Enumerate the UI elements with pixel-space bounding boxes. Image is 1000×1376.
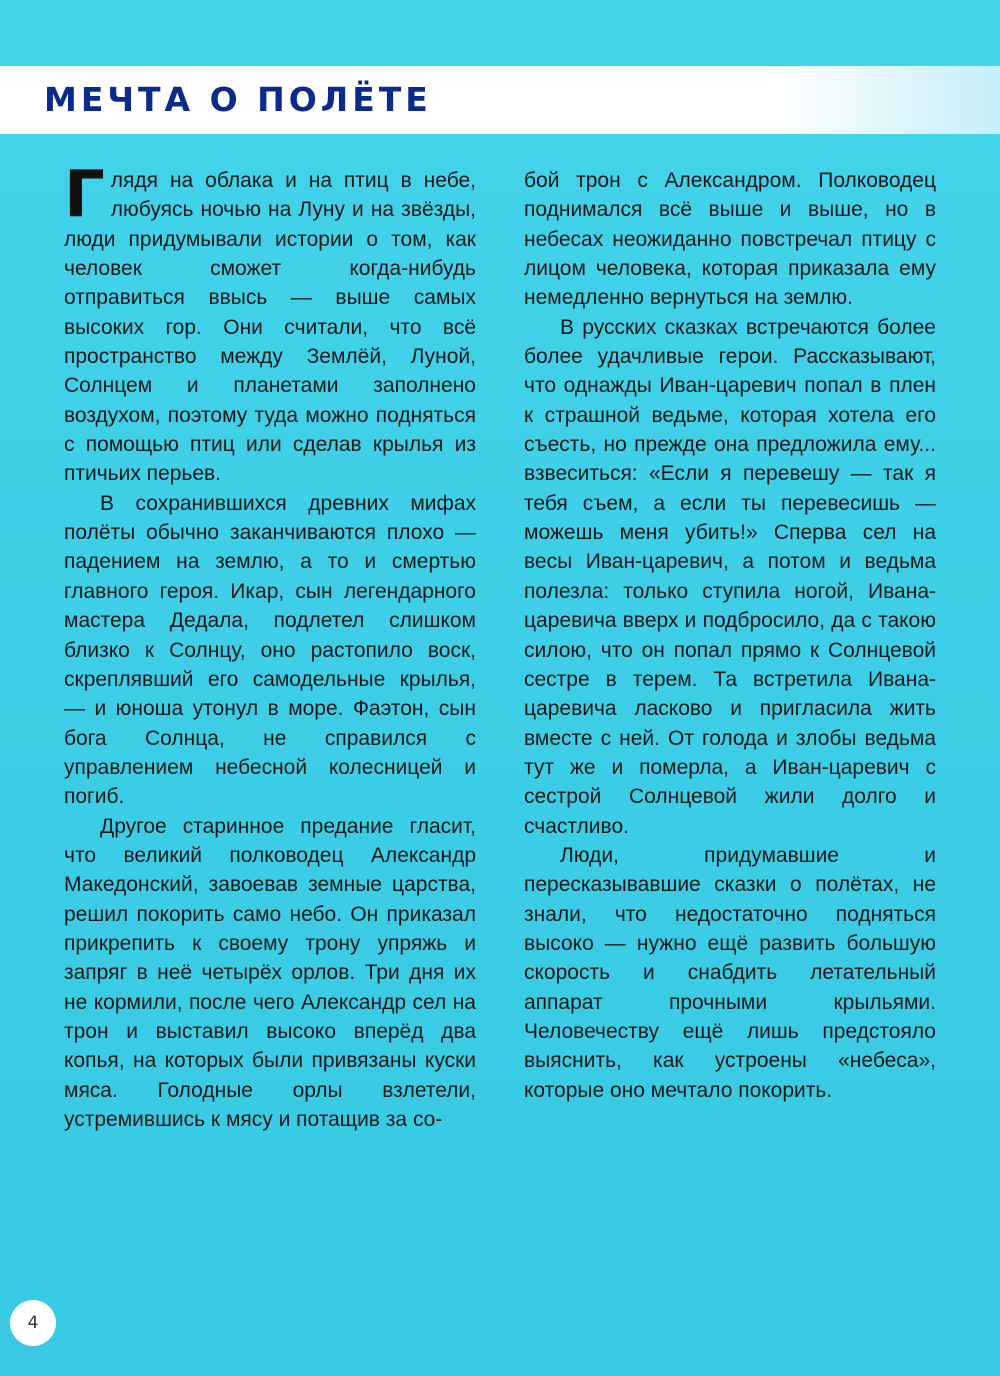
fairy-tale-paragraph: В русских сказках встречаются более более удачливые герои. Рассказывают, что однажды Иван-царевич попал в плен к страшной ведьме, которая хотела его съесть, но прежде она предложила ему... взвеситься: «Если я перевешу — так я тебя съем, а если ты перевесишь — можешь меня убить!» Сперва сел на весы Иван-царевич, а потом и ведьма полезла: только ступила ногой, Ивана-царевича вверх и подбросило, да с такою силою, что он попал прямо к Солнцевой сестре в терем. Та встретила Ивана-царевича ласково и пригласила жить вместе с ней. От голода и злобы ведьма тут же и померла, а Иван-царевич с сестрой Солнцевой жили долго и счастливо. — [524, 315, 936, 838]
intro-paragraph-text: лядя на облака и на птиц в небе, любуясь ночью на Луну и на звёзды, люди придумывали истории о том, как человек сможет когда-нибудь отправиться ввысь — выше самых высоких гор. Они считали, что всё пространство между Землёй, Луной, Солнцем и планетами заполнено воздухом, поэтому туда можно подняться с помощью птиц или сделав крылья из птичьих перьев. — [64, 169, 476, 486]
right-column — [524, 166, 936, 1105]
page-title: МЕЧТА О ПОЛЁТЕ — [44, 80, 432, 119]
myths-paragraph: В сохранившихся древних мифах полёты обычно заканчиваются плохо — падением на землю, а то и смертью главного героя. Икар, сын легендарного мастера Дедала, подлетел слишком близко к Солнцу, оно растопило воск, скреплявший его самодельные крылья, — и юноша утонул в море. Фаэтон, сын бога Солнца, не справился с управлением небесной колесницей и погиб. — [64, 491, 476, 809]
drop-cap: Г — [64, 158, 105, 232]
left-column — [64, 158, 476, 1134]
intro-paragraph — [64, 158, 476, 489]
alexander-paragraph: Другое старинное предание гласит, что великий полководец Александр Македонский, завоевав земные царства, решил покорить само небо. Он приказал прикрепить к своему трону упряжь и запряг в неё четырёх орлов. Три дня их не кормили, после чего Александр сел на трон и выставил высоко вперёд два копья, на которых были привязаны куски мяса. Голодные орлы взлетели, устремившись к мясу и потащив за со- — [64, 814, 476, 1131]
page-number-badge: 4 — [10, 1300, 56, 1346]
alexander-paragraph-continued: бой трон с Александром. Полководец поднимался всё выше и выше, но в небесах неожиданно повстречал птицу с лицом человека, которая приказала ему немедленно вернуться на землю. — [524, 169, 936, 310]
conclusion-paragraph: Люди, придумавшие и пересказывавшие сказки о полётах, не знали, что недостаточно подняться высоко — нужно ещё развить большую скорость и снабдить летательный аппарат прочными крыльями. Человечеству ещё лишь предстояло выяснить, как устроены «небеса», которые оно мечтало покорить. — [524, 843, 936, 1102]
